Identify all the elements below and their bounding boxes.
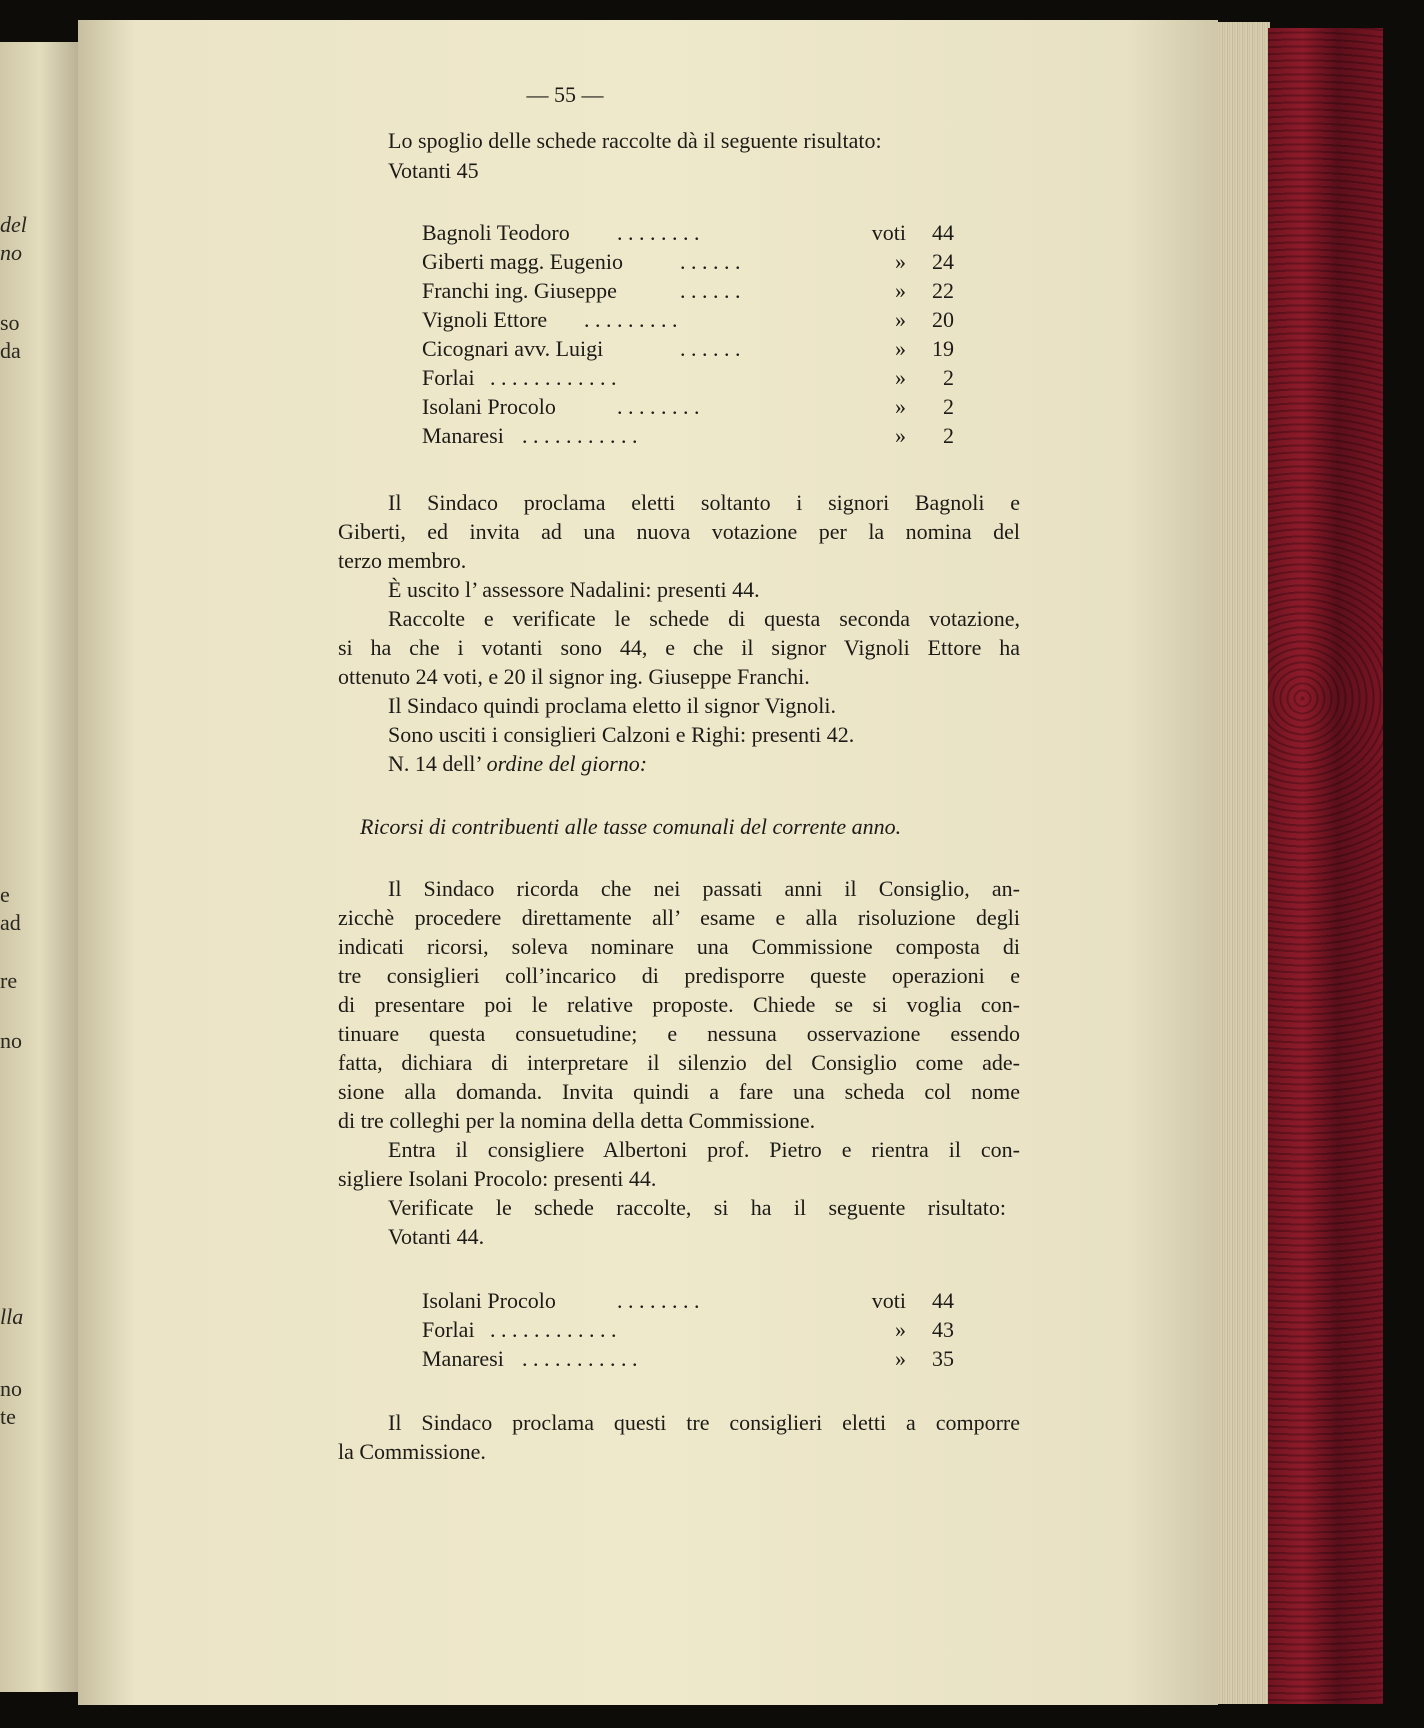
votes-label: » <box>895 336 906 361</box>
vote-count: 24 <box>932 249 954 274</box>
text-line: sione alla domanda. Invita quindi a fare una scheda col nome <box>338 1079 1020 1104</box>
candidate-name: Manaresi <box>422 1346 504 1371</box>
vote-count: 44 <box>932 220 954 245</box>
page-number: — 55 — <box>526 82 604 107</box>
vote-row <box>422 1346 962 1376</box>
votes-label: » <box>895 365 906 390</box>
agenda-italic: ordine del giorno: <box>486 751 648 776</box>
text-line: di tre colleghi per la nomina della detta Commissione. <box>338 1108 816 1133</box>
text-line: Verificate le schede raccolte, si ha il seguente risultato: <box>388 1195 1006 1220</box>
text-line: indicati ricorsi, soleva nominare una Commissione composta di <box>338 934 1020 959</box>
text-line: ottenuto 24 voti, e 20 il signor ing. Giuseppe Franchi. <box>338 664 810 689</box>
vote-count: 2 <box>943 394 954 419</box>
agenda-line <box>388 751 647 777</box>
vote-row <box>422 220 962 250</box>
text-line: Il Sindaco ricorda che nei passati anni il Consiglio, an- <box>388 876 1020 901</box>
votes-label: » <box>895 394 906 419</box>
vote-count: 20 <box>932 307 954 332</box>
text-line: Giberti, ed invita ad una nuova votazione per la nomina del <box>338 519 1020 544</box>
votes-label: » <box>895 278 906 303</box>
vote-count: 43 <box>932 1317 954 1342</box>
text-line: Lo spoglio delle schede raccolte dà il seguente risultato: <box>388 128 882 153</box>
text-line: Il Sindaco proclama questi tre consiglieri eletti a comporre <box>388 1410 1020 1435</box>
leader-dots: . . . . . . <box>680 336 741 361</box>
text-line: la Commissione. <box>338 1439 486 1464</box>
text-line: È uscito l’ assessore Nadalini: presenti 44. <box>388 577 760 602</box>
candidate-name: Forlai <box>422 1317 475 1342</box>
vote-count: 22 <box>932 278 954 303</box>
candidate-name: Isolani Procolo <box>422 394 556 419</box>
text-line: fatta, dichiara di interpretare il silenzio del Consiglio come ade- <box>338 1050 1020 1075</box>
leader-dots: . . . . . . <box>680 249 741 274</box>
vote-table-2 <box>422 1288 962 1378</box>
vote-row <box>422 249 962 279</box>
agenda-prefix: N. 14 dell’ <box>388 751 487 776</box>
votes-label: » <box>895 1317 906 1342</box>
text-line: di presentare poi le relative proposte. Chiede se si voglia con- <box>338 992 1020 1017</box>
text-line: Raccolte e verificate le schede di questa seconda votazione, <box>388 606 1020 631</box>
margin-fragment: no <box>0 240 22 265</box>
margin-fragment: del <box>0 212 27 237</box>
leader-dots: . . . . . . . . . <box>584 307 678 332</box>
text-line: si ha che i votanti sono 44, e che il signor Vignoli Ettore ha <box>338 635 1020 660</box>
vote-row <box>422 423 962 453</box>
margin-fragment: te <box>0 1404 16 1429</box>
candidate-name: Bagnoli Teodoro <box>422 220 570 245</box>
vote-table-1 <box>422 220 962 460</box>
vote-count: 2 <box>943 365 954 390</box>
margin-fragment: e <box>0 882 10 907</box>
margin-fragment: lla <box>0 1304 24 1329</box>
candidate-name: Giberti magg. Eugenio <box>422 249 624 274</box>
margin-fragment: da <box>0 338 21 363</box>
text-line: Votanti 44. <box>388 1224 485 1249</box>
leader-dots: . . . . . . <box>680 278 741 303</box>
leader-dots: . . . . . . . . <box>617 1288 700 1313</box>
vote-count: 35 <box>932 1346 954 1371</box>
leader-dots: . . . . . . . . . . . . <box>490 365 617 390</box>
vote-row <box>422 394 962 424</box>
leader-dots: . . . . . . . . . . . <box>522 423 638 448</box>
text-line: Votanti 45 <box>388 158 479 183</box>
text-line: sigliere Isolani Procolo: presenti 44. <box>338 1166 657 1191</box>
leader-dots: . . . . . . . . . . . . <box>490 1317 617 1342</box>
margin-fragment: ad <box>0 910 21 935</box>
margin-fragment: no <box>0 1028 22 1053</box>
leader-dots: . . . . . . . . . . . <box>522 1346 638 1371</box>
text-line: Il Sindaco quindi proclama eletto il signor Vignoli. <box>388 693 836 718</box>
candidate-name: Manaresi <box>422 423 504 448</box>
margin-fragment: so <box>0 310 20 335</box>
vote-row <box>422 365 962 395</box>
text-line: Il Sindaco proclama eletti soltanto i signori Bagnoli e <box>388 490 1020 515</box>
vote-row <box>422 336 962 366</box>
text-line: Entra il consigliere Albertoni prof. Pietro e rientra il con- <box>388 1137 1020 1162</box>
vote-count: 19 <box>932 336 954 361</box>
text-line: tinuare questa consuetudine; e nessuna osservazione essendo <box>338 1021 1020 1046</box>
votes-label: voti <box>871 220 906 245</box>
candidate-name: Isolani Procolo <box>422 1288 556 1313</box>
text-line: terzo membro. <box>338 548 467 573</box>
candidate-name: Vignoli Ettore <box>422 307 548 332</box>
vote-row <box>422 1317 962 1347</box>
candidate-name: Forlai <box>422 365 475 390</box>
vote-row <box>422 1288 962 1318</box>
vote-row <box>422 307 962 337</box>
leader-dots: . . . . . . . . <box>617 220 700 245</box>
text-line: zicchè procedere direttamente all’ esame e alla risoluzione degli <box>338 905 1020 930</box>
vote-row <box>422 278 962 308</box>
leader-dots: . . . . . . . . <box>617 394 700 419</box>
vote-count: 44 <box>932 1288 954 1313</box>
candidate-name: Cicognari avv. Luigi <box>422 336 604 361</box>
votes-label: » <box>895 423 906 448</box>
margin-fragment: re <box>0 968 18 993</box>
vote-count: 2 <box>943 423 954 448</box>
text-line: tre consiglieri coll’incarico di predisporre queste operazioni e <box>338 963 1020 988</box>
section-heading: Ricorsi di contribuenti alle tasse comunali del corrente anno. <box>360 814 902 839</box>
text-line: Sono usciti i consiglieri Calzoni e Righi: presenti 42. <box>388 722 855 747</box>
margin-fragment: no <box>0 1376 22 1401</box>
votes-label: voti <box>871 1288 906 1313</box>
votes-label: » <box>895 307 906 332</box>
candidate-name: Franchi ing. Giuseppe <box>422 278 617 303</box>
votes-label: » <box>895 249 906 274</box>
votes-label: » <box>895 1346 906 1371</box>
